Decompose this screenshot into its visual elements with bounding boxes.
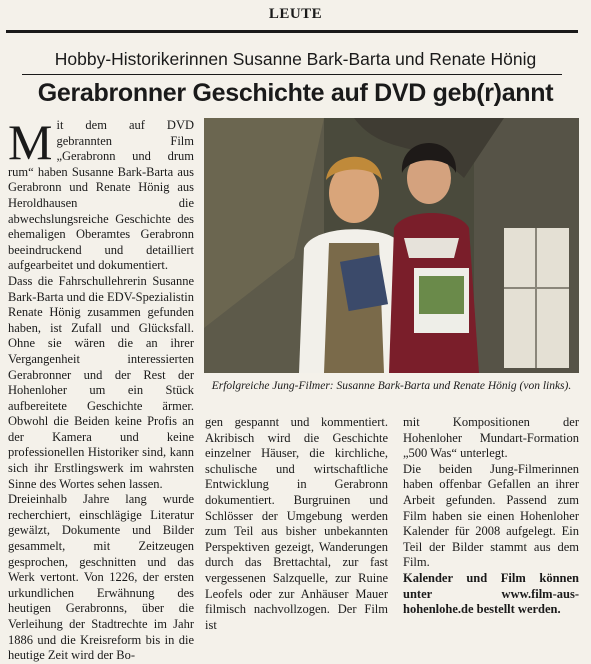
- paragraph: mit Kompositionen der Hohenloher Mundart-Formation „500 Was“ unterlegt.: [403, 415, 579, 461]
- paragraph: [8, 114, 194, 274]
- paragraph-text: it dem auf DVD gebrannten Film „Gerabronn und drum rum“ haben Susanne Bark-Barta aus Gerabronn und Renate Hönig aus Heroldhausen die abwechslungsreiche Geschichte des ehemaligen Oberamtes Gerabronn beeindruckend und detailliert aufgearbeitet und dokumentiert.: [8, 118, 194, 273]
- photo-caption: Erfolgreiche Jung-Filmer: Susanne Bark-Barta und Renate Hönig (von links).: [211, 380, 572, 392]
- subtitle-divider: [22, 74, 562, 75]
- text-column-1: [8, 114, 194, 664]
- section-divider: [6, 30, 578, 33]
- article-subtitle: Hobby-Historikerinnen Susanne Bark-Barta und Renate Hönig: [54, 49, 537, 69]
- paragraph: Dreieinhalb Jahre lang wurde recherchiert, einschlägige Literatur gewälzt, Dokumente und Bilder gesammelt, mit Zeitzeugen gesprochen, geschnitten und das Werk vertont. Von 1226, der ersten urkundlichen Erwähnung des heutigen Gerabronns, über die Verleihung der Stadtrechte im Jahr 1886 und die Kreisreform bis in die heutige Zeit wird der Bo-: [8, 492, 194, 663]
- order-info: Kalender und Film können unter www.film-aus-hohenlohe.de bestellt werden.: [403, 570, 579, 617]
- drop-cap: M: [8, 114, 53, 170]
- article-headline: Gerabronner Geschichte auf DVD geb(r)annt: [37, 79, 554, 107]
- text-column-3: [403, 415, 579, 618]
- paragraph: gen gespannt und kommentiert. Akribisch wird die Geschichte einzelner Häuser, die kirchliche, schulische und wirtschaftliche Entwicklung in Gerabronn dokumentiert. Burgruinen und Schlösser der Umgebung werden zum Teil aus bisher unbekannten Perspektiven gezeigt, Wanderungen durch das Brettachtal, zur fast vergessenen Salzquelle, zur Ruine Leofels oder zur Anhäuser Mauer filmisch nachvollzogen. Der Film ist: [205, 415, 388, 632]
- text-column-2: [205, 415, 388, 633]
- photo-illustration: [204, 118, 579, 373]
- section-label: LEUTE: [268, 6, 323, 22]
- paragraph: Dass die Fahrschullehrerin Susanne Bark-Barta und die EDV-Spezialistin Renate Hönig zusammen gefunden haben, ist Zufall und Glücksfall. Ohne sie wären die an ihrer Vergangenheit interessierten Gerabronner und der Rest der Hohenloher um ein Stück aufbereitete Geschichte ärmer. Obwohl die Beiden keine Profis an der Kamera und keine professionellen Historiker sind, kann sich ihr Erstlingswerk im wahrsten Sinne des Wortes sehen lassen.: [8, 273, 194, 491]
- paragraph: Die beiden Jung-Filmerinnen haben offenbar Gefallen an ihrer Arbeit gefunden. Passend zum Film haben sie einen Hohenloher Kalender für 2008 aufgelegt. Ein Teil der Bilder stammt aus dem Film.: [403, 461, 579, 570]
- article-photo: [204, 118, 579, 373]
